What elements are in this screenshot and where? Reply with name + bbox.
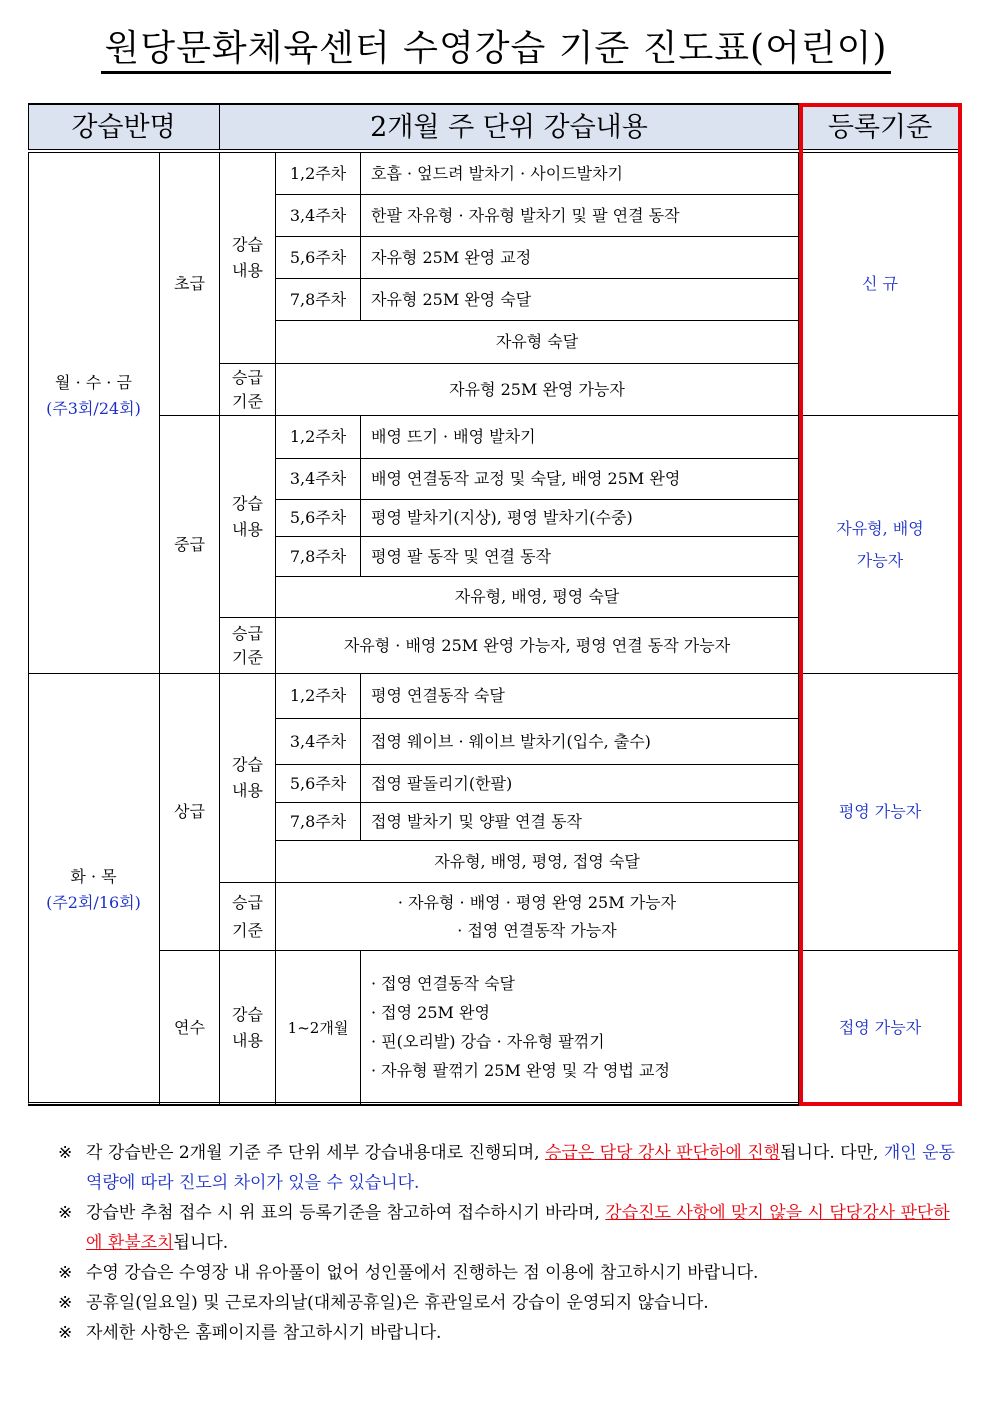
week-label: 5,6주차 — [276, 765, 361, 803]
note-item — [58, 1258, 958, 1288]
group-days: 월 · 수 · 금 — [55, 373, 132, 393]
promotion-criteria: · 자유형 · 배영 · 평영 완영 25M 가능자 · 접영 연결동작 가능자 — [276, 883, 799, 951]
promotion-criteria: 자유형 · 배영 25M 완영 가능자, 평영 연결 동작 가능자 — [276, 618, 799, 674]
training-content: · 접영 연결동작 숙달 · 접영 25M 완영 · 핀(오리발) 강습 · 자유형 팔꺾기 · 자유형 팔꺾기 25M 완영 및 각 영법 교정 — [361, 951, 799, 1106]
note-mark: ※ — [58, 1143, 73, 1163]
week-content: 접영 웨이브 · 웨이브 발차기(입수, 출수) — [361, 719, 799, 765]
group-days: 화 · 목 — [70, 866, 117, 886]
week-label: 1,2주차 — [276, 153, 361, 195]
note-item — [58, 1318, 958, 1348]
week-label: 7,8주차 — [276, 279, 361, 321]
note-text: 됩니다. 다만, — [780, 1143, 884, 1163]
week-content: 평영 연결동작 숙달 — [361, 674, 799, 719]
week-content: 평영 발차기(지상), 평영 발차기(수중) — [361, 500, 799, 537]
promotion-label: 승급 기준 — [220, 364, 276, 416]
registration-training: 접영 가능자 — [799, 951, 962, 1106]
promotion-label: 승급 기준 — [220, 618, 276, 674]
week-label: 5,6주차 — [276, 500, 361, 537]
note-mark: ※ — [58, 1293, 73, 1313]
week-label: 7,8주차 — [276, 537, 361, 577]
group-tt — [28, 674, 160, 1106]
lesson-label: 강습 내용 — [220, 674, 276, 883]
note-item — [58, 1138, 958, 1198]
note-emphasis: 개인 운동역량에 따라 진도의 차이가 있을 수 있습니다. — [86, 1143, 955, 1193]
summary-row: 자유형 숙달 — [276, 321, 799, 364]
week-label: 7,8주차 — [276, 803, 361, 841]
registration-beginner: 신 규 — [799, 153, 962, 416]
promotion-criteria: 자유형 25M 완영 가능자 — [276, 364, 799, 416]
registration-advanced: 평영 가능자 — [799, 674, 962, 951]
summary-row: 자유형, 배영, 평영 숙달 — [276, 577, 799, 618]
training-period: 1~2개월 — [276, 951, 361, 1106]
week-content: 배영 연결동작 교정 및 숙달, 배영 25M 완영 — [361, 459, 799, 500]
week-label: 3,4주차 — [276, 459, 361, 500]
note-item — [58, 1288, 958, 1318]
week-label: 1,2주차 — [276, 416, 361, 459]
week-label: 5,6주차 — [276, 237, 361, 279]
level-training: 연수 — [160, 951, 220, 1106]
note-highlight: 승급은 담당 강사 판단하에 진행 — [544, 1143, 781, 1163]
progress-table — [28, 103, 962, 1105]
week-content: 평영 팔 동작 및 연결 동작 — [361, 537, 799, 577]
week-label: 3,4주차 — [276, 719, 361, 765]
week-label: 1,2주차 — [276, 674, 361, 719]
group-count: (주2회/16회) — [46, 892, 141, 912]
week-content: 자유형 25M 완영 숙달 — [361, 279, 799, 321]
week-content: 접영 팔돌리기(한팔) — [361, 765, 799, 803]
page-title: 원당문화체육센터 수영강습 기준 진도표(어린이) — [0, 20, 992, 71]
note-text: 공휴일(일요일) 및 근로자의날(대체공휴일)은 휴관일로서 강습이 운영되지 않습니다. — [86, 1293, 709, 1313]
note-mark: ※ — [58, 1203, 73, 1223]
level-beginner: 초급 — [160, 153, 220, 416]
note-mark: ※ — [58, 1323, 73, 1343]
note-highlight: 강습진도 사항에 맞지 않을 시 담당강사 판단하에 환불조치 — [86, 1203, 950, 1253]
note-item — [58, 1198, 958, 1258]
group-count: (주3회/24회) — [46, 399, 141, 418]
registration-intermediate: 자유형, 배영 가능자 — [799, 416, 962, 674]
week-content: 자유형 25M 완영 교정 — [361, 237, 799, 279]
level-advanced: 상급 — [160, 674, 220, 951]
header-class-name: 강습반명 — [28, 103, 220, 153]
header-weekly-content: 2개월 주 단위 강습내용 — [220, 103, 799, 153]
week-content: 배영 뜨기 · 배영 발차기 — [361, 416, 799, 459]
notes — [58, 1138, 958, 1348]
group-mwf — [28, 153, 160, 674]
level-intermediate: 중급 — [160, 416, 220, 674]
header-registration: 등록기준 — [799, 103, 962, 153]
lesson-label: 강습 내용 — [220, 416, 276, 618]
note-mark: ※ — [58, 1263, 73, 1283]
note-text: 자세한 사항은 홈페이지를 참고하시기 바랍니다. — [86, 1323, 442, 1343]
promotion-label: 승급 기준 — [220, 883, 276, 951]
week-content: 한팔 자유형 · 자유형 발차기 및 팔 연결 동작 — [361, 195, 799, 237]
week-content: 호흡 · 엎드려 발차기 · 사이드발차기 — [361, 153, 799, 195]
note-text: 됩니다. — [173, 1233, 229, 1253]
note-text: 각 강습반은 2개월 기준 주 단위 세부 강습내용대로 진행되며, — [86, 1143, 545, 1163]
lesson-label: 강습 내용 — [220, 951, 276, 1106]
summary-row: 자유형, 배영, 평영, 접영 숙달 — [276, 841, 799, 883]
week-content: 접영 발차기 및 양팔 연결 동작 — [361, 803, 799, 841]
lesson-label: 강습 내용 — [220, 153, 276, 364]
week-label: 3,4주차 — [276, 195, 361, 237]
note-text: 강습반 추첨 접수 시 위 표의 등록기준을 참고하여 접수하시기 바라며, — [86, 1203, 606, 1223]
note-text: 수영 강습은 수영장 내 유아풀이 없어 성인풀에서 진행하는 점 이용에 참고하시기 바랍니다. — [86, 1263, 759, 1283]
